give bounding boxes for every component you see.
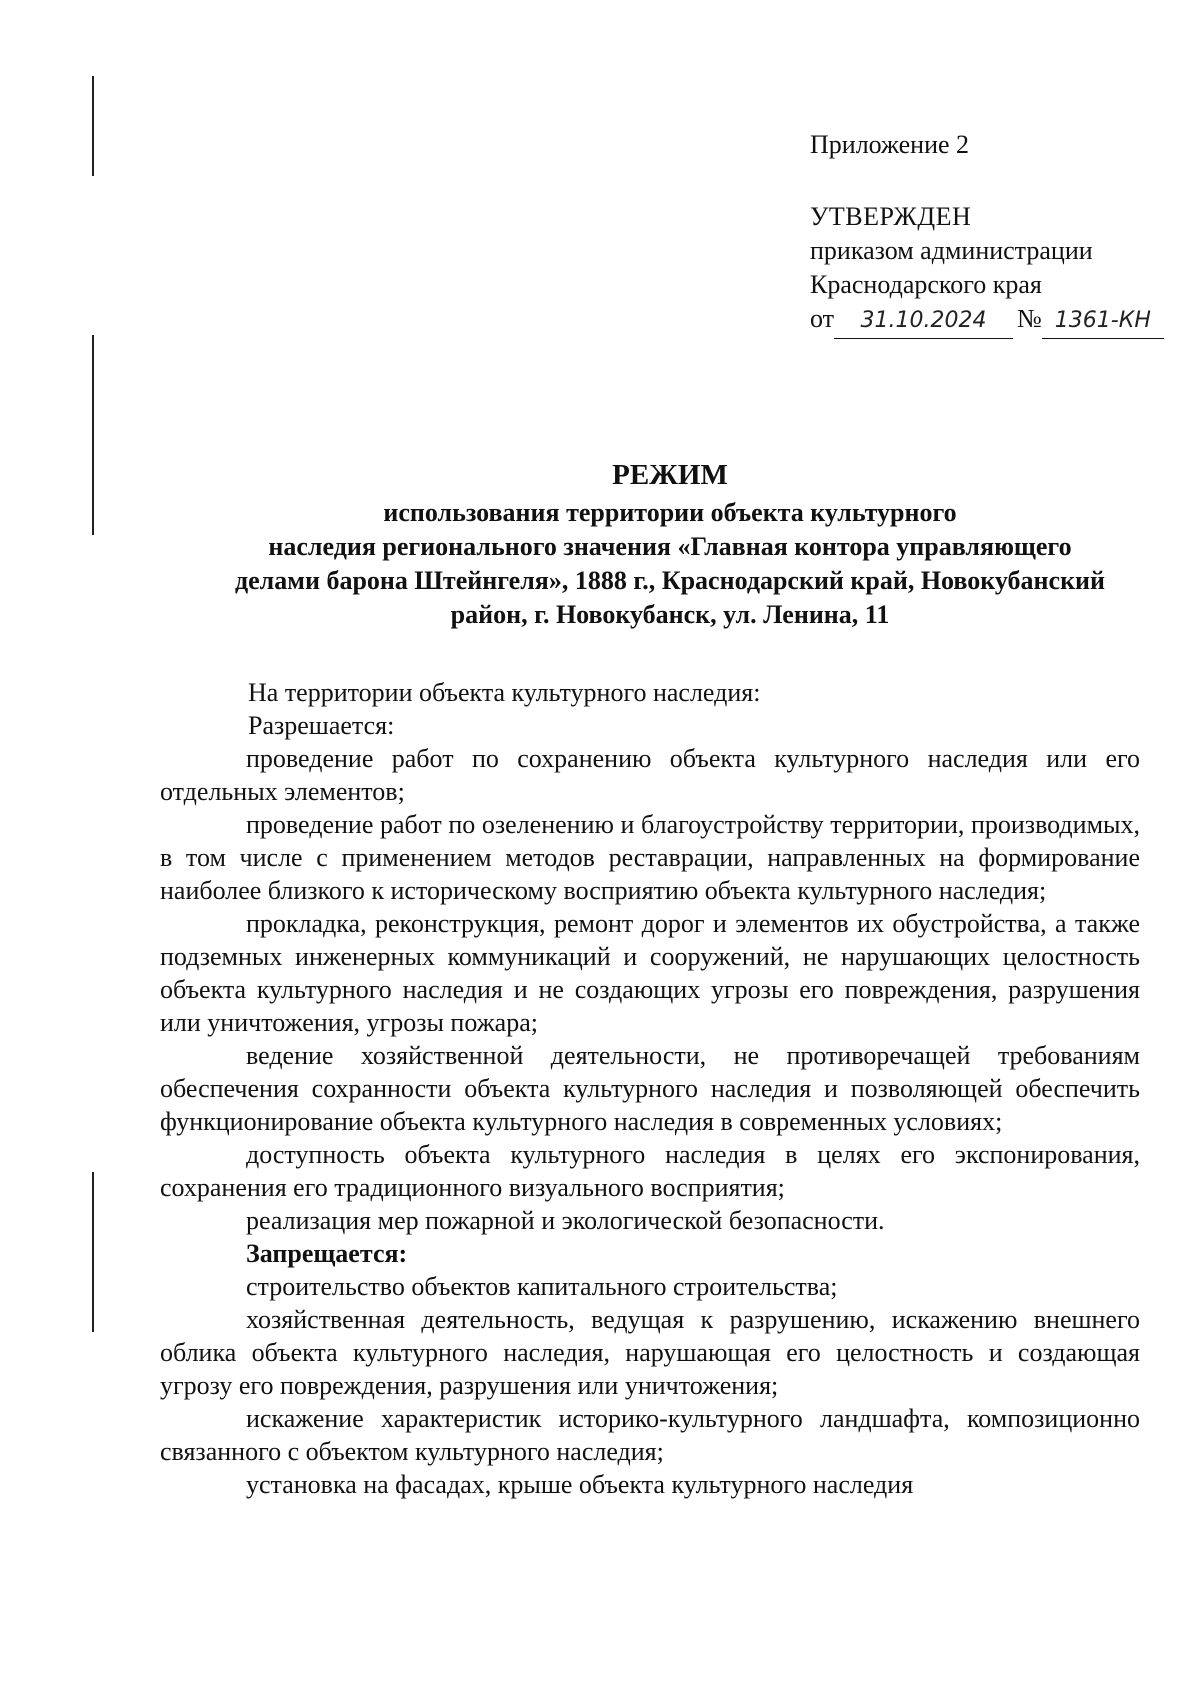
document-body <box>160 676 1140 1501</box>
number-prefix: № <box>1017 304 1042 333</box>
approval-block <box>810 128 1164 339</box>
margin-mark-2 <box>92 335 94 535</box>
heading-line: использования территории объекта культурного <box>383 498 957 527</box>
allowed-item: ведение хозяйственной деятельности, не противоречащей требованиям обеспечения сохранности объекта культурного наследия и позволяющей обеспечить функционирование объекта культурного наследия в современных условиях; <box>160 1041 1140 1136</box>
allowed-item: прокладка, реконструкция, ремонт дорог и элементов их обустройства, а также подземных инженерных коммуникаций и сооружений, не нарушающих целостность объекта культурного наследия и не создающих угрозы его повреждения, разрушения или уничтожения, угрозы пожара; <box>160 909 1140 1037</box>
heading-line: наследия регионального значения «Главная контора управляющего <box>268 532 1072 561</box>
date-prefix: от <box>810 304 835 333</box>
handwritten-date: 31.10.2024 <box>834 304 1013 339</box>
margin-mark-1 <box>92 76 94 176</box>
appendix-label: Приложение 2 <box>810 130 970 159</box>
document-title: РЕЖИМ <box>612 459 728 491</box>
approval-stamp: УТВЕРЖДЕН <box>810 202 972 231</box>
allowed-item: проведение работ по сохранению объекта культурного наследия или его отдельных элементов; <box>160 744 1140 806</box>
heading-line: делами барона Штейнгеля», 1888 г., Краснодарский край, Новокубанский <box>234 566 1106 595</box>
margin-mark-3 <box>92 1172 94 1332</box>
forbidden-label: Запрещается: <box>246 1239 408 1268</box>
approval-line-1: приказом администрации <box>810 236 1093 265</box>
forbidden-item: хозяйственная деятельность, ведущая к разрушению, искажению внешнего облика объекта культурного наследия, нарушающая его целостность и создающая угрозу его повреждения, разрушения или уничтожения; <box>160 1305 1140 1400</box>
heading-line: район, г. Новокубанск, ул. Ленина, 11 <box>450 600 890 629</box>
allowed-item: доступность объекта культурного наследия в целях его экспонирования, сохранения его традиционного визуального восприятия; <box>160 1140 1140 1202</box>
approval-date-row <box>810 302 1164 339</box>
document-heading <box>170 458 1170 632</box>
forbidden-item: искажение характеристик историко-культурного ландшафта, композиционно связанного с объектом культурного наследия; <box>160 1404 1140 1466</box>
approval-line-2: Краснодарского края <box>810 270 1042 299</box>
forbidden-item: строительство объектов капитального строительства; <box>246 1272 838 1301</box>
allowed-item: проведение работ по озеленению и благоустройству территории, производимых, в том числе с применением методов реставрации, направленных на формирование наиболее близкого к историческому восприятию объекта культурного наследия; <box>160 810 1140 905</box>
allowed-item: реализация мер пожарной и экологической безопасности. <box>246 1206 885 1235</box>
handwritten-number: 1361-КН <box>1042 304 1164 339</box>
intro-paragraph: На территории объекта культурного наследия: <box>248 678 761 707</box>
allowed-label: Разрешается: <box>248 711 395 740</box>
forbidden-item: установка на фасадах, крыше объекта культурного наследия <box>246 1470 914 1499</box>
